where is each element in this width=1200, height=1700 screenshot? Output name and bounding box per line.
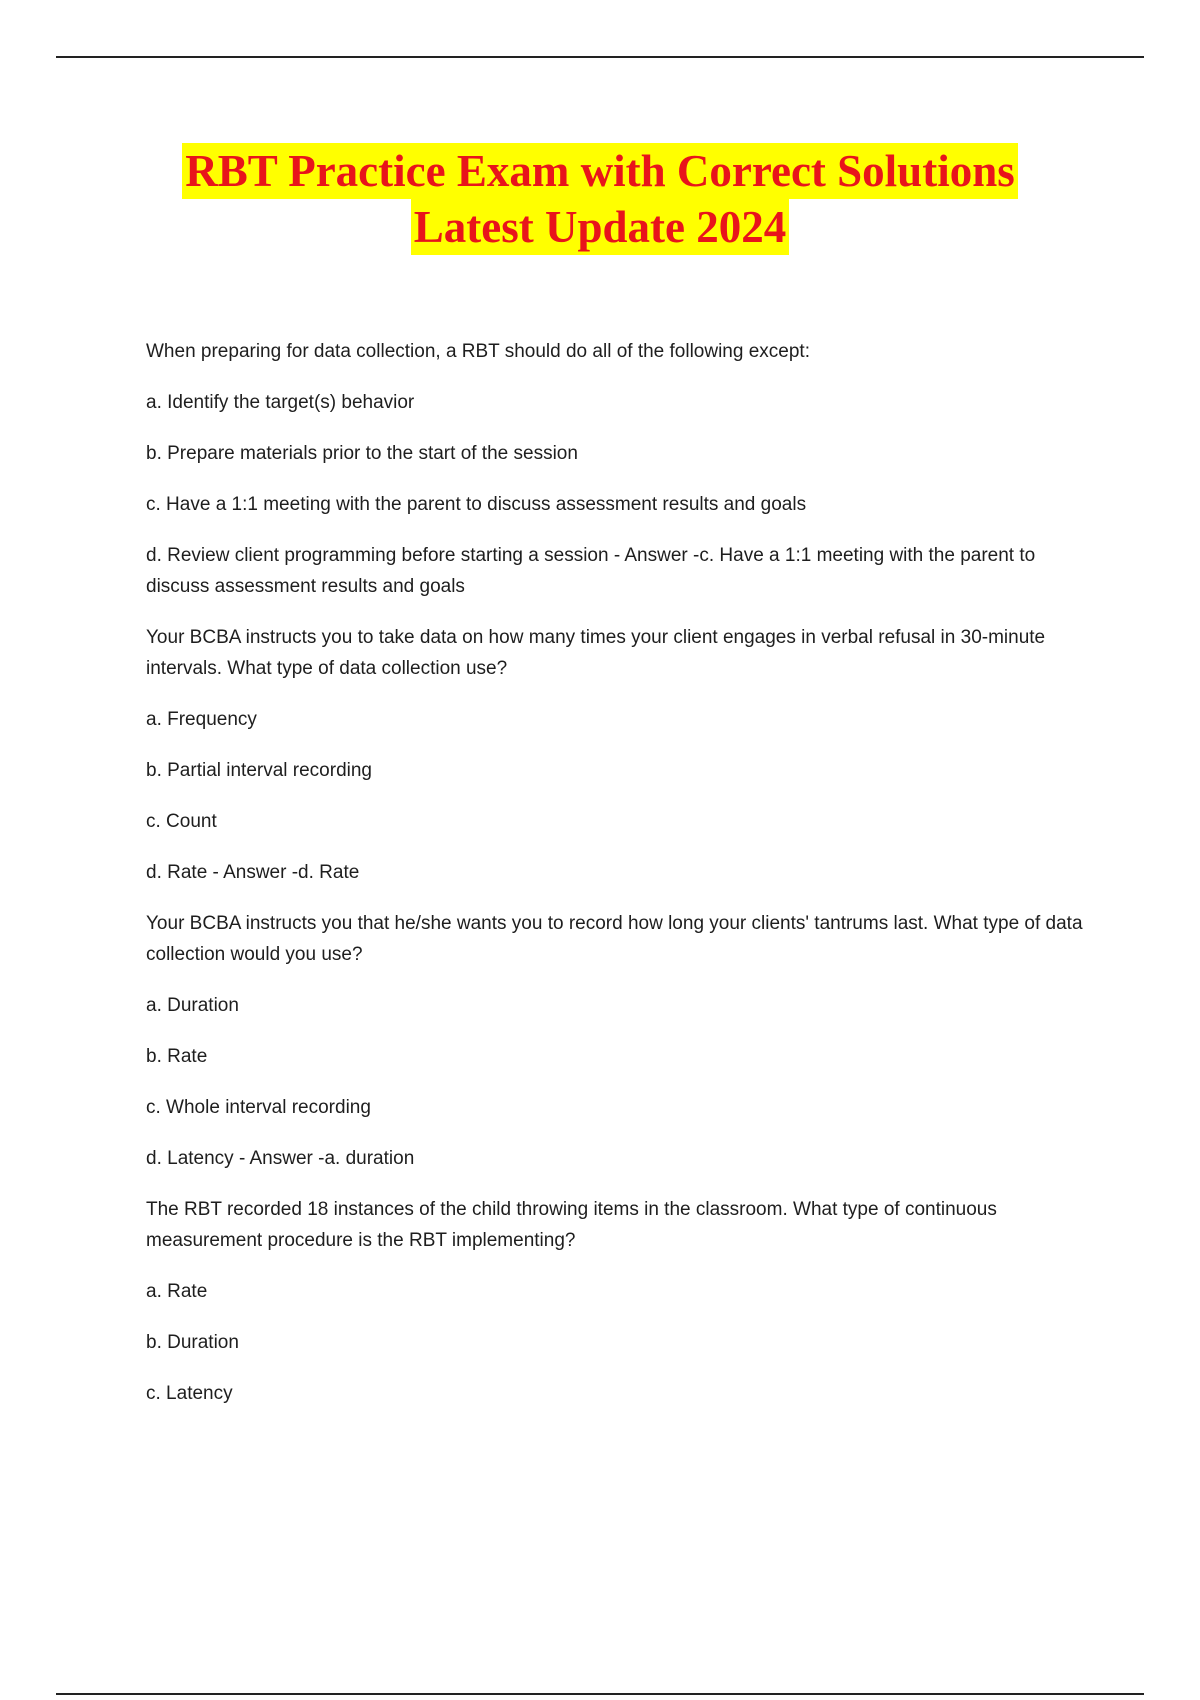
question-text: Your BCBA instructs you to take data on how many times your client engages in verbal refusal in 30-minute intervals. What type of data collection use?: [146, 627, 1046, 679]
answer-option: b. Partial interval recording: [146, 760, 372, 781]
question-text: Your BCBA instructs you that he/she wants you to record how long your clients' tantrums last. What type of data collection would you use?: [146, 913, 1083, 965]
question-text: When preparing for data collection, a RBT should do all of the following except:: [146, 341, 810, 362]
answer-option: c. Whole interval recording: [146, 1097, 371, 1118]
answer-option: d. Review client programming before starting a session - Answer -c. Have a 1:1 meeting with the parent to discuss assessment results and goals: [146, 545, 1036, 597]
answer-option: b. Duration: [146, 1332, 239, 1353]
question-text: The RBT recorded 18 instances of the child throwing items in the classroom. What type of continuous measurement procedure is the RBT implementing?: [146, 1199, 997, 1251]
answer-option: c. Latency: [146, 1383, 233, 1404]
answer-option: c. Count: [146, 811, 217, 832]
answer-option: b. Rate: [146, 1046, 208, 1067]
answer-option: a. Duration: [146, 995, 239, 1016]
answer-option: a. Frequency: [146, 709, 257, 730]
title-line-1: RBT Practice Exam with Correct Solutions: [182, 143, 1018, 199]
answer-option: d. Latency - Answer -a. duration: [146, 1148, 415, 1169]
footer-rule: [56, 1693, 1144, 1695]
answer-option: a. Rate: [146, 1281, 208, 1302]
answer-option: b. Prepare materials prior to the start of the session: [146, 443, 578, 464]
page-title: [0, 143, 1200, 255]
header-rule: [56, 56, 1144, 58]
title-line-2: Latest Update 2024: [411, 199, 789, 255]
document-body: [146, 336, 1096, 1429]
answer-option: d. Rate - Answer -d. Rate: [146, 862, 360, 883]
answer-option: a. Identify the target(s) behavior: [146, 392, 415, 413]
answer-option: c. Have a 1:1 meeting with the parent to discuss assessment results and goals: [146, 494, 807, 515]
